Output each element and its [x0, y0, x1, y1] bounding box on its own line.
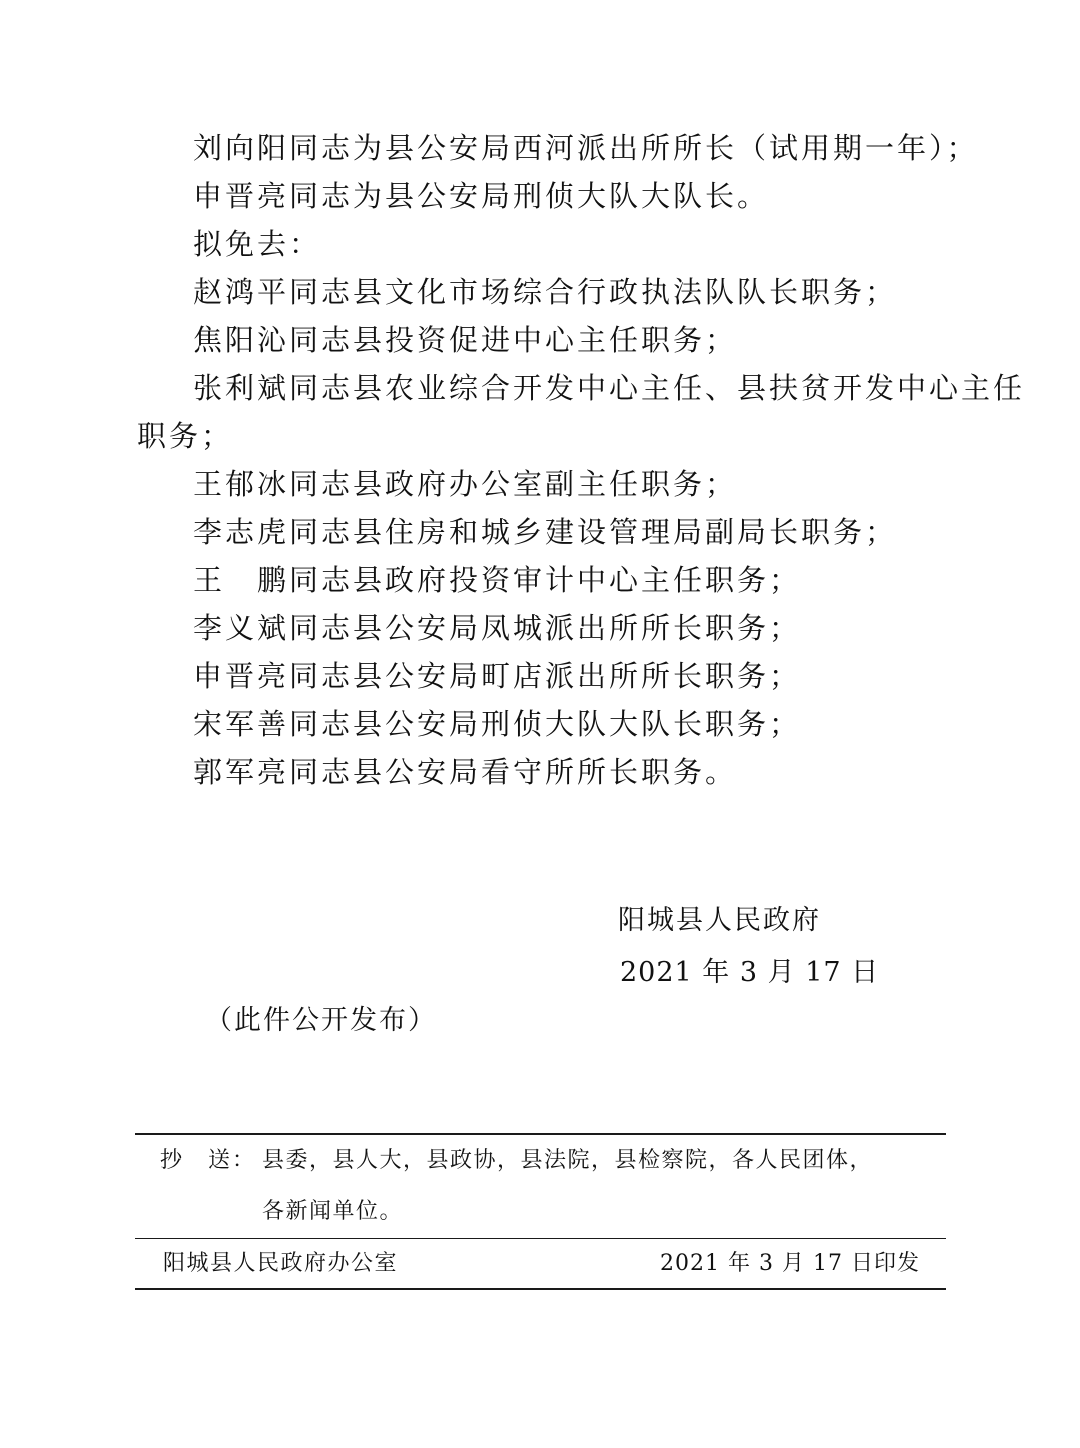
- issuing-office: 阳城县人民政府办公室: [163, 1251, 399, 1276]
- body-line-5: 焦阳沁同志县投资促进中心主任职务；: [193, 323, 738, 357]
- cc-recipients-line-1: 县委，县人大，县政协，县法院，县检察院，各人民团体，: [262, 1148, 874, 1173]
- body-line-6: 张利斌同志县农业综合开发中心主任、县扶贫开发中心主任: [193, 371, 1026, 405]
- issue-date: 2021 年 3 月 17 日印发: [660, 1251, 920, 1276]
- body-line-4: 赵鸿平同志县文化市场综合行政执法队队长职务；: [193, 275, 898, 309]
- footer-bottom-rule: [135, 1288, 946, 1290]
- footer-middle-rule: [135, 1238, 946, 1239]
- body-line-12: 申晋亮同志县公安局町店派出所所长职务；: [193, 659, 802, 693]
- cc-recipients-line-2: 各新闻单位。: [262, 1199, 404, 1224]
- cc-label: 抄 送：: [160, 1148, 257, 1173]
- body-line-1: 刘向阳同志为县公安局西河派出所所长（试用期一年）；: [193, 131, 979, 165]
- body-line-3: 拟免去：: [193, 227, 322, 261]
- footer-top-rule: [135, 1133, 946, 1135]
- public-release-note: （此件公开发布）: [205, 1005, 437, 1036]
- body-line-8: 王郁冰同志县政府办公室副主任职务；: [193, 467, 738, 501]
- body-line-14: 郭军亮同志县公安局看守所所长职务。: [193, 755, 738, 789]
- body-line-11: 李义斌同志县公安局凤城派出所所长职务；: [193, 611, 802, 645]
- body-line-7: 职务；: [137, 419, 234, 453]
- body-line-2: 申晋亮同志为县公安局刑侦大队大队长。: [193, 179, 770, 213]
- body-line-13: 宋军善同志县公安局刑侦大队大队长职务；: [193, 707, 802, 741]
- signature-org: 阳城县人民政府: [618, 905, 821, 936]
- body-line-10: 王 鹏同志县政府投资审计中心主任职务；: [193, 563, 802, 597]
- body-line-9: 李志虎同志县住房和城乡建设管理局副局长职务；: [193, 515, 898, 549]
- signature-date: 2021 年 3 月 17 日: [620, 957, 880, 988]
